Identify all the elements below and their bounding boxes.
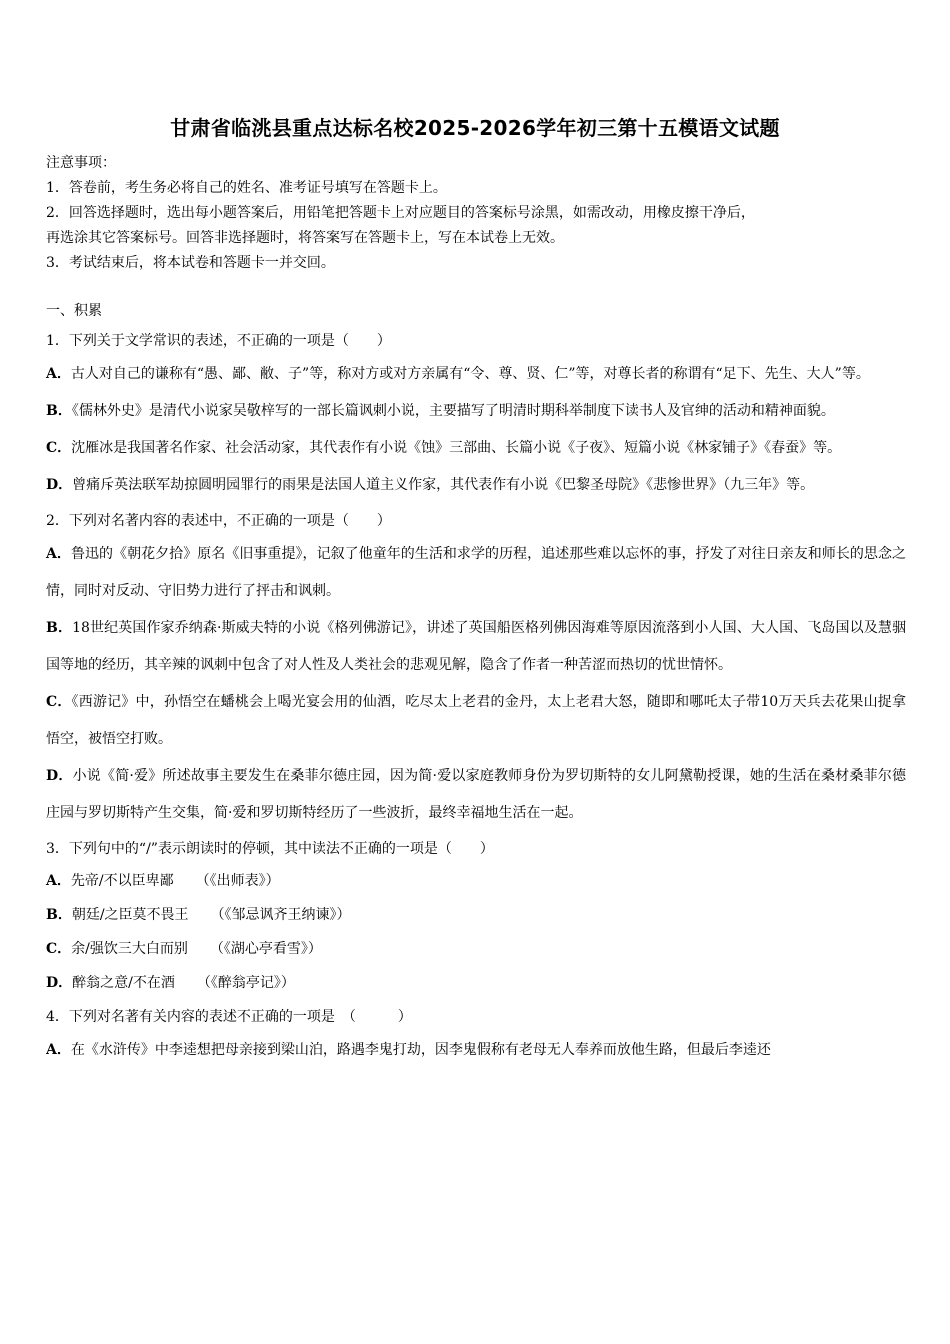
notes-block — [46, 151, 916, 276]
option-key: A． — [46, 873, 71, 889]
question-2-option-b — [46, 610, 906, 684]
option-text: 在《水浒传》中李逵想把母亲接到梁山泊，路遇李鬼打劫，因李鬼假称有老母无人奉养而放他生路，但最后李逵还 — [70, 1042, 771, 1058]
option-key: B． — [46, 620, 73, 636]
option-text: 18世纪英国作家乔纳森·斯威夫特的小说《格列佛游记》，讲述了英国船医格列佛因海难等原因流落到小人国、大人国、飞岛国以及慧骃国等地的经历，其辛辣的讽刺中包含了对人性及人类社会的悲观见解，隐含了作者一种苦涩而热切的忧世情怀。 — [46, 620, 906, 673]
question-1-option-a — [46, 356, 906, 393]
option-key: D． — [46, 477, 73, 493]
option-key: B． — [46, 403, 72, 419]
question-3-option-a — [46, 864, 906, 898]
question-1-option-c — [46, 430, 906, 467]
option-key: A． — [46, 546, 71, 562]
question-3-option-b — [46, 898, 906, 932]
option-text: 《儒林外史》是清代小说家吴敬梓写的一部长篇讽刺小说，主要描写了明清时期科举制度下读书人及官绅的活动和精神面貌。 — [71, 403, 835, 419]
option-key: A． — [46, 366, 71, 382]
option-source: （《湖心亭看雪》） — [209, 941, 322, 957]
option-text: 古人对自己的谦称有“愚、鄙、敝、子”等，称对方或对方亲属有“令、尊、贤、仁”等，对尊长者的称谓有“足下、先生、大人”等。 — [70, 366, 870, 382]
question-3-option-c — [46, 932, 906, 966]
question-4-option-a — [46, 1032, 906, 1069]
option-key: B． — [46, 907, 72, 923]
option-text: 鲁迅的《朝花夕拾》原名《旧事重提》，记叙了他童年的生活和求学的历程，追述那些难以忘怀的事，抒发了对往日亲友和师长的思念之情，同时对反动、守旧势力进行了抨击和讽刺。 — [46, 546, 906, 599]
option-source: （《出师表》） — [195, 873, 280, 889]
question-2-option-d — [46, 758, 906, 832]
section-heading: 一、积累 — [46, 303, 102, 319]
option-source: （《邹忌讽齐王纳谏》） — [210, 907, 351, 923]
question-2-option-a — [46, 536, 906, 610]
option-text: 沈雁冰是我国著名作家、社会活动家，其代表作有小说《蚀》三部曲、长篇小说《子夜》、短篇小说《林家铺子》《春蚕》等。 — [71, 440, 842, 456]
option-key: C． — [46, 941, 72, 957]
option-text: 余/强饮三大白而别 — [71, 941, 188, 957]
option-key: A． — [46, 1042, 71, 1058]
notes-heading: 注意事项： — [46, 155, 116, 171]
question-1-option-b — [46, 393, 906, 430]
option-text: 醉翁之意/不在酒 — [72, 975, 175, 991]
option-source: （《醉翁亭记》） — [196, 975, 295, 991]
question-3-option-d — [46, 966, 906, 1000]
question-2-option-c — [46, 684, 906, 758]
option-text: 曾痛斥英法联军劫掠圆明园罪行的雨果是法国人道主义作家，其代表作有小说《巴黎圣母院》《悲惨世界》（九三年》等。 — [72, 477, 815, 493]
page-title: 甘肃省临洮县重点达标名校2025-2026学年初三第十五模语文试题 — [170, 116, 780, 140]
question-4-stem: 4．下列对名著有关内容的表述不正确的一项是 （ ） — [46, 1009, 412, 1025]
option-text: 小说《简·爱》所述故事主要发生在桑菲尔德庄园，因为简·爱以家庭教师身份为罗切斯特的女儿阿黛勒授课，她的生活在桑材桑菲尔德庄园与罗切斯特产生交集，简·爱和罗切斯特经历了一些波折，最终幸福地生活在一起。 — [46, 768, 907, 821]
option-key: D． — [46, 768, 73, 784]
option-text: 朝廷/之臣莫不畏王 — [71, 907, 189, 923]
option-key: C． — [46, 694, 72, 710]
option-text: 先帝/不以臣卑鄙 — [70, 873, 174, 889]
question-3-stem: 3．下列句中的“/”表示朗读时的停顿，其中读法不正确的一项是（ ） — [46, 841, 494, 857]
question-1-stem: 1．下列关于文学常识的表述，不正确的一项是（ ） — [46, 333, 391, 349]
question-1-option-d — [46, 467, 906, 504]
notes-item: 再选涂其它答案标号。回答非选择题时，将答案写在答题卡上，写在本试卷上无效。 — [46, 230, 564, 246]
notes-item: 1．答卷前，考生务必将自己的姓名、准考证号填写在答题卡上。 — [46, 180, 447, 196]
notes-item: 2．回答选择题时，选出每小题答案后，用铅笔把答题卡上对应题目的答案标号涂黑，如需改动，用橡皮擦干净后， — [46, 205, 755, 221]
question-2-stem: 2．下列对名著内容的表述中，不正确的一项是（ ） — [46, 513, 391, 529]
option-key: D． — [46, 975, 73, 991]
option-text: 《西游记》中，孙悟空在蟠桃会上喝光宴会用的仙酒，吃尽太上老君的金丹，太上老君大怒，随即和哪吒太子带10万天兵去花果山捉拿悟空，被悟空打败。 — [46, 694, 906, 747]
notes-item: 3．考试结束后，将本试卷和答题卡一并交回。 — [46, 255, 335, 271]
questions-content — [46, 299, 906, 1069]
option-key: C． — [46, 440, 72, 456]
